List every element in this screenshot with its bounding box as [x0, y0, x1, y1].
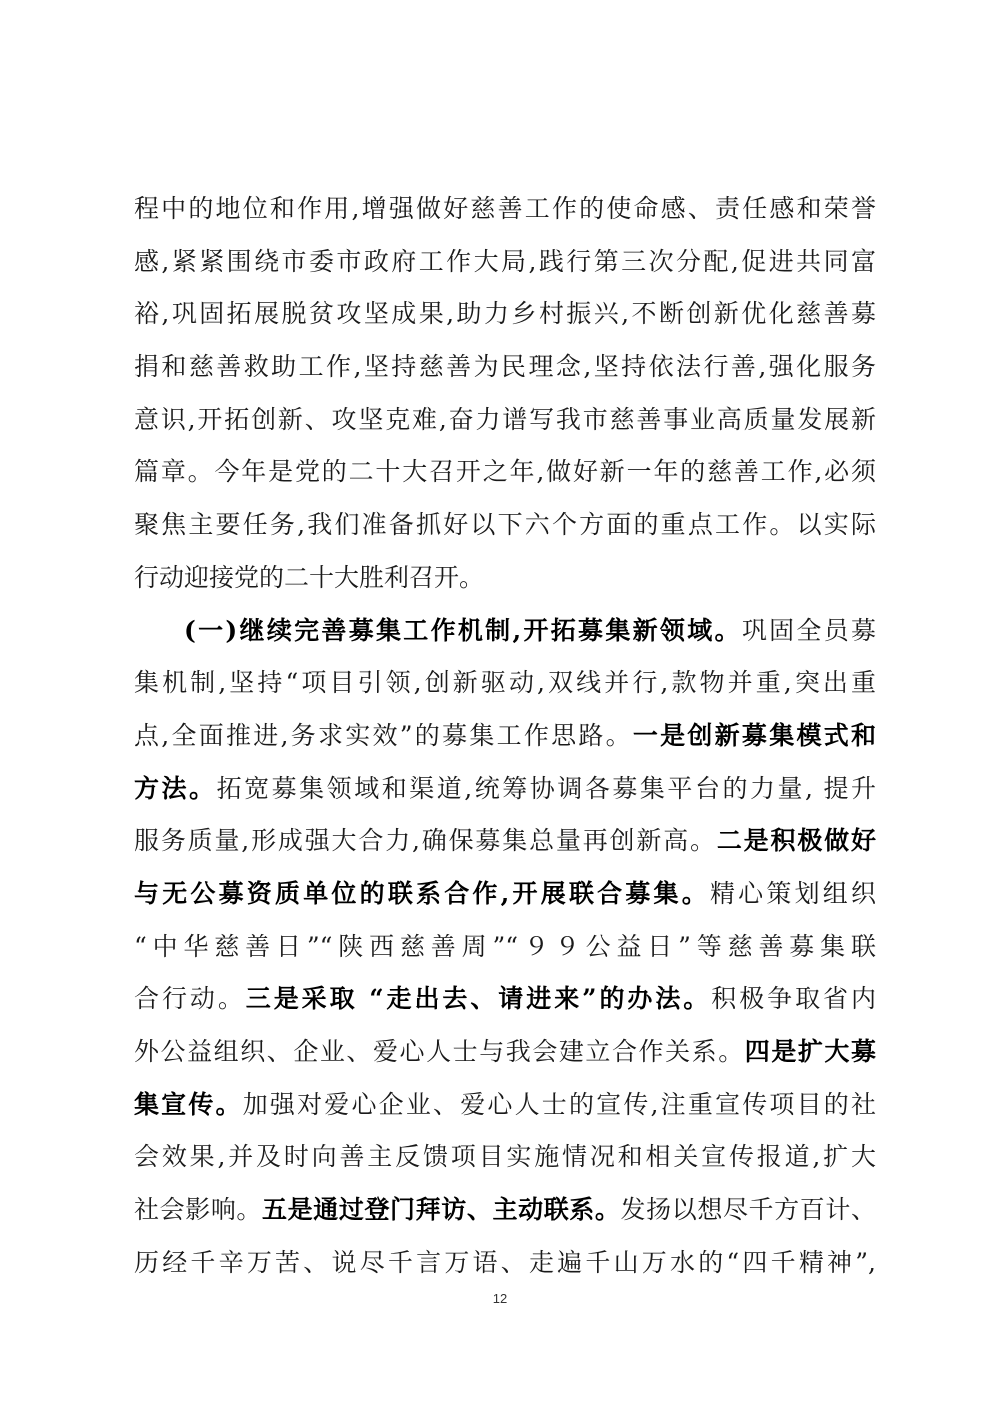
text-line: [134, 183, 876, 236]
bold-run: 与无公募资质单位的联系合作,开展联合募集。: [134, 878, 710, 908]
text-line: [134, 868, 876, 921]
text-run: 合行动。: [134, 984, 246, 1014]
text-run: 捐和慈善救助工作,坚持慈善为民理念,坚持依法行善,强化服务: [134, 352, 876, 382]
text-run: 行动迎接党的二十大胜利召开。: [134, 562, 485, 592]
text-run: 意识,开拓创新、攻坚克难,奋力谱写我市慈善事业高质量发展新: [134, 404, 876, 434]
text-line: [134, 552, 876, 605]
text-line: [134, 446, 876, 499]
text-run: 篇章。今年是党的二十大召开之年,做好新一年的慈善工作,必须: [134, 457, 876, 487]
text-run: 会效果,并及时向善主反馈项目实施情况和相关宣传报道,扩大: [134, 1142, 876, 1172]
text-run: 感,紧紧围绕市委市政府工作大局,践行第三次分配,促进共同富: [134, 246, 876, 276]
bold-run: 二是积极做好: [716, 826, 876, 856]
text-line: [134, 1079, 876, 1132]
text-run: 集机制,坚持“项目引领,创新驱动,双线并行,款物并重,突出重: [134, 668, 876, 698]
text-line: [134, 921, 876, 974]
text-line: [134, 288, 876, 341]
bold-run: 一是创新募集模式和: [632, 720, 876, 750]
body-text: [134, 183, 876, 1289]
text-line: [134, 815, 876, 868]
text-run: 巩固全员募: [741, 615, 876, 645]
text-run: 拓宽募集领域和渠道,统筹协调各募集平台的力量, 提升: [216, 773, 876, 803]
text-line: [134, 763, 876, 816]
text-run: 外公益组织、企业、爱心人士与我会建立合作关系。: [134, 1037, 745, 1066]
text-line: [134, 605, 876, 658]
text-line: [134, 394, 876, 447]
text-run: 精心策划组织: [709, 878, 876, 908]
page-number: 12: [492, 1291, 508, 1306]
text-run: 历经千辛万苦、说尽千言万语、走遍千山万水的“四千精神”,: [134, 1247, 876, 1277]
text-run: “中华慈善日”“陕西慈善周”“９９公益日”等慈善募集联: [134, 931, 876, 961]
text-run: 加强对爱心企业、爱心人士的宣传,注重宣传项目的社: [242, 1089, 876, 1119]
bold-run: 三是采取 “走出去、请进来”的办法。: [245, 984, 712, 1014]
text-run: 点,全面推进,务求实效”的募集工作思路。: [134, 720, 633, 750]
text-run: 聚焦主要任务,我们准备抓好以下六个方面的重点工作。以实际: [134, 510, 876, 540]
text-line: [134, 1131, 876, 1184]
text-line: [134, 236, 876, 289]
text-line: [134, 1026, 876, 1079]
text-run: 发扬以想尽千方百计、: [620, 1195, 876, 1225]
text-run: 程中的地位和作用,增强做好慈善工作的使命感、责任感和荣誉: [134, 194, 876, 223]
text-line: [134, 341, 876, 394]
bold-run: 四是扩大募: [744, 1037, 876, 1066]
text-line: [134, 973, 876, 1026]
section-heading: (一)继续完善募集工作机制,开拓募集新领域。: [184, 615, 742, 645]
text-run: 裕,巩固拓展脱贫攻坚成果,助力乡村振兴,不断创新优化慈善募: [134, 299, 876, 329]
text-run: 社会影响。: [134, 1195, 263, 1225]
bold-run: 集宣传。: [134, 1089, 243, 1119]
text-line: [134, 657, 876, 710]
text-run: 积极争取省内: [711, 984, 876, 1014]
text-line: [134, 499, 876, 552]
text-run: 服务质量,形成强大合力,确保募集总量再创新高。: [134, 826, 717, 856]
bold-run: 五是通过登门拜访、主动联系。: [262, 1195, 621, 1225]
text-line: [134, 710, 876, 763]
bold-run: 方法。: [134, 773, 217, 803]
text-line: [134, 1184, 876, 1237]
text-line: [134, 1237, 876, 1290]
